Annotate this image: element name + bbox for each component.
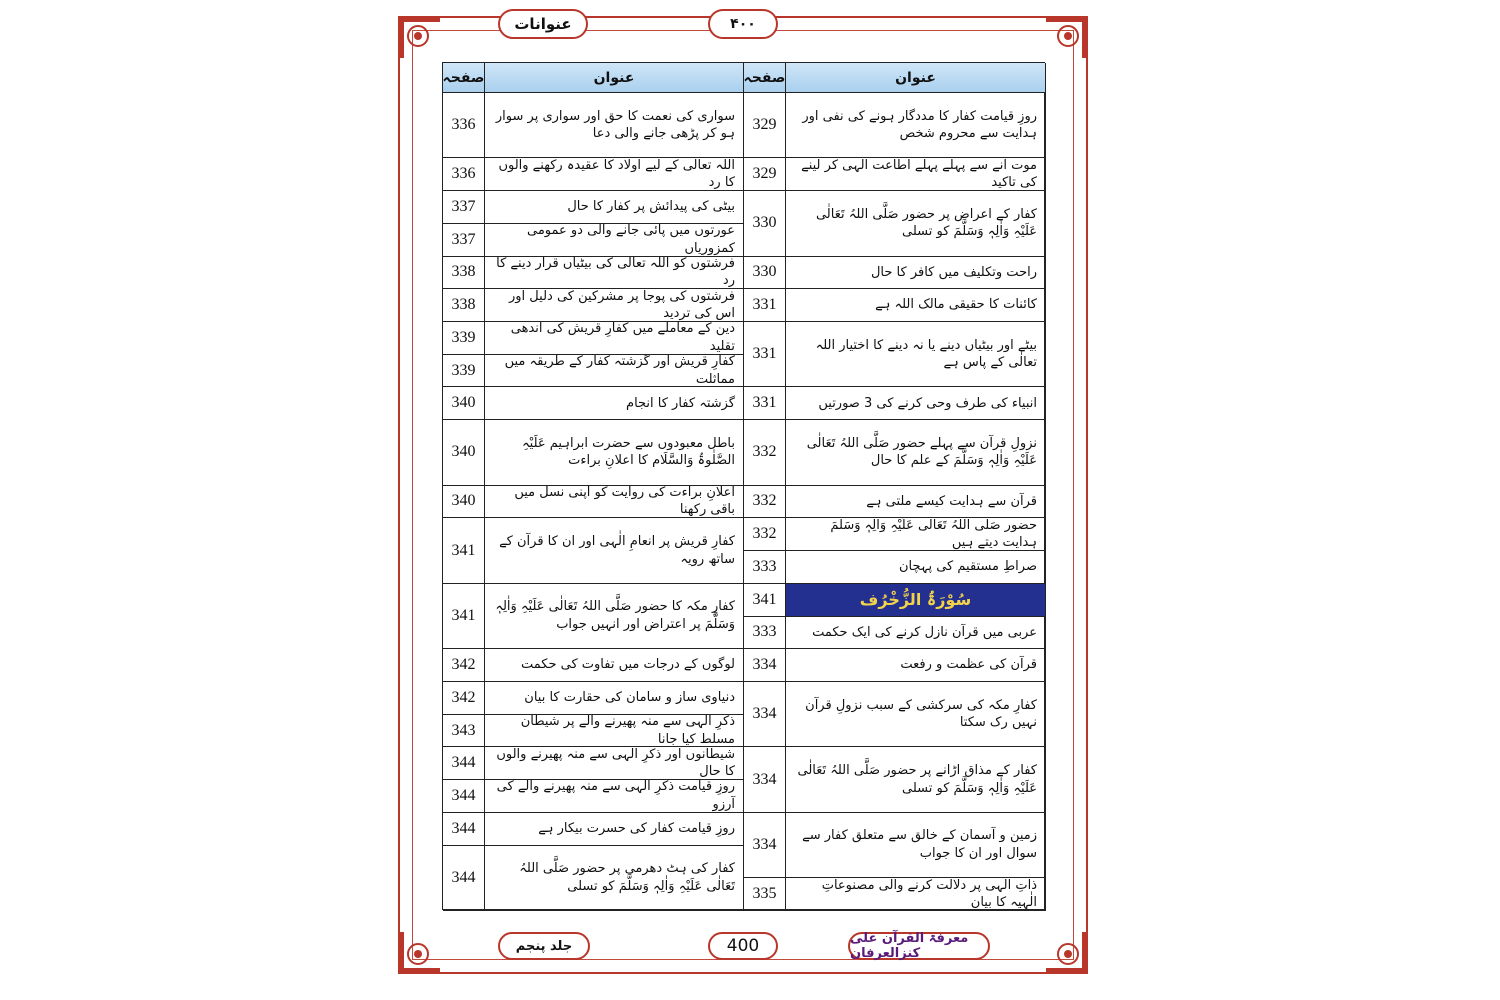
toc-entry-title[interactable]: دین کے معاملے میں کفارِ قریش کی اندھی تقلید xyxy=(485,322,744,355)
toc-entry-title[interactable]: فرشتوں کو اللہ تعالٰی کی بیٹیاں قرار دینے کا رد xyxy=(485,257,744,290)
toc-entry-page[interactable]: 334 xyxy=(744,649,786,682)
toc-entry-title[interactable]: اللہ تعالٰی کے لیے اولاد کا عقیدہ رکھنے والوں کا رد xyxy=(485,158,744,191)
column-header-title: عنوان xyxy=(786,63,1046,93)
toc-entry-page[interactable]: 331 xyxy=(744,322,786,387)
toc-entry-title[interactable]: ذکرِ الٰہی سے منہ پھیرنے والے پر شیطان مسلط کیا جانا xyxy=(485,715,744,748)
section-title: عنوانات xyxy=(498,9,588,39)
toc-entry-page[interactable]: 334 xyxy=(744,682,786,747)
toc-entry-page[interactable]: 334 xyxy=(744,813,786,878)
toc-entry-page[interactable]: 340 xyxy=(443,420,485,485)
toc-entry-page[interactable]: 341 xyxy=(443,584,485,649)
volume-label: جلد پنجم xyxy=(498,932,590,960)
toc-entry-page[interactable]: 333 xyxy=(744,551,786,584)
toc-entry-title[interactable]: سواری کی نعمت کا حق اور سواری پر سوار ہو کر پڑھی جانے والی دعا xyxy=(485,93,744,158)
toc-entry-title[interactable]: فرشتوں کی پوجا پر مشرکین کی دلیل اور اس کی تردید xyxy=(485,289,744,322)
toc-entry-page[interactable]: 344 xyxy=(443,747,485,780)
toc-entry-page[interactable]: 329 xyxy=(744,93,786,158)
corner-ornament-icon xyxy=(1044,14,1090,60)
toc-entry-title[interactable]: نزولِ قرآن سے پہلے حضور صَلَّی اللہُ تَعَالٰی عَلَیْہِ وَاٰلِہٖ وَسَلَّمَ کے علم کا حال xyxy=(786,420,1046,485)
toc-entry-page[interactable]: 331 xyxy=(744,387,786,420)
toc-entry-page: 341 xyxy=(744,584,786,617)
toc-entry-page[interactable]: 337 xyxy=(443,224,485,257)
toc-entry-page[interactable]: 339 xyxy=(443,355,485,388)
toc-entry-page[interactable]: 330 xyxy=(744,257,786,290)
toc-entry-title[interactable]: دنیاوی ساز و سامان کی حقارت کا بیان xyxy=(485,682,744,715)
toc-entry-page[interactable]: 331 xyxy=(744,289,786,322)
toc-entry-page[interactable]: 334 xyxy=(744,747,786,812)
column-header-page: صفحہ xyxy=(443,63,485,93)
page-number-top: ۴۰۰ xyxy=(708,9,778,39)
toc-entry-page[interactable]: 343 xyxy=(443,715,485,748)
column-header-title: عنوان xyxy=(485,63,744,93)
toc-entry-title[interactable]: روزِ قیامت کفار کی حسرت بیکار ہے xyxy=(485,813,744,846)
toc-entry-page[interactable]: 338 xyxy=(443,289,485,322)
toc-entry-title[interactable]: اعلانِ براءت کی روایت کو اپنی نسل میں باقی رکھنا xyxy=(485,486,744,519)
corner-ornament-icon xyxy=(396,14,442,60)
toc-entry-page[interactable]: 340 xyxy=(443,387,485,420)
toc-entry-page[interactable]: 332 xyxy=(744,486,786,519)
toc-entry-page[interactable]: 336 xyxy=(443,93,485,158)
toc-entry-page[interactable]: 344 xyxy=(443,780,485,813)
toc-entry-page[interactable]: 333 xyxy=(744,617,786,650)
toc-entry-title[interactable]: کفار کے اعراض پر حضور صَلَّی اللہُ تَعَالٰی عَلَیْہِ وَاٰلِہٖ وَسَلَّمَ کو تسلی xyxy=(786,191,1046,256)
toc-entry-title[interactable]: حضور صَلَّی اللہُ تَعَالٰی عَلَیْہِ وَاٰلِہٖ وَسَلَّمَ ہدایت دیتے ہیں xyxy=(786,518,1046,551)
toc-entry-title[interactable]: صراطِ مستقیم کی پہچان xyxy=(786,551,1046,584)
surah-heading[interactable]: سُوْرَۃُ الزُّخْرُف xyxy=(786,584,1046,617)
toc-entry-page[interactable]: 339 xyxy=(443,322,485,355)
toc-entry-title[interactable]: لوگوں کے درجات میں تفاوت کی حکمت xyxy=(485,649,744,682)
toc-entry-title[interactable]: عورتوں میں پائی جانے والی دو عمومی کمزوریاں xyxy=(485,224,744,257)
toc-entry-title[interactable]: عربی میں قرآن نازل کرنے کی ایک حکمت xyxy=(786,617,1046,650)
toc-entry-page[interactable]: 342 xyxy=(443,649,485,682)
toc-entry-page[interactable]: 344 xyxy=(443,846,485,911)
toc-entry-title[interactable]: انبیاء کی طرف وحی کرنے کی 3 صورتیں xyxy=(786,387,1046,420)
toc-entry-title[interactable]: کفارِ مکہ کی سرکشی کے سبب نزولِ قرآن نہیں رک سکتا xyxy=(786,682,1046,747)
toc-entry-page[interactable]: 335 xyxy=(744,878,786,911)
toc-entry-page[interactable]: 341 xyxy=(443,518,485,583)
column-header-page: صفحہ xyxy=(744,63,786,93)
toc-entry-title[interactable]: موت آنے سے پہلے پہلے اطاعت الٰہی کر لینے کی تاکید xyxy=(786,158,1046,191)
toc-entry-page[interactable]: 332 xyxy=(744,518,786,551)
toc-entry-page[interactable]: 330 xyxy=(744,191,786,256)
toc-entry-title[interactable]: کائنات کا حقیقی مالک اللہ ہے xyxy=(786,289,1046,322)
toc-entry-page[interactable]: 336 xyxy=(443,158,485,191)
toc-entry-title[interactable]: قرآن کی عظمت و رفعت xyxy=(786,649,1046,682)
toc-entry-title[interactable]: گزشتہ کفار کا انجام xyxy=(485,387,744,420)
book-title: معرفۃ القرآن علی کنزالعرفان xyxy=(848,932,990,960)
toc-entry-title[interactable]: کفار کے مذاق اڑانے پر حضور صَلَّی اللہُ تَعَالٰی عَلَیْہِ وَاٰلِہٖ وَسَلَّمَ کو تسلی xyxy=(786,747,1046,812)
corner-ornament-icon xyxy=(1044,930,1090,976)
toc-entry-title[interactable]: کفارِ قریش اور گزشتہ کفار کے طریقہ میں مماثلت xyxy=(485,355,744,388)
toc-entry-title[interactable]: شیطانوں اور ذکرِ الٰہی سے منہ پھیرنے والوں کا حال xyxy=(485,747,744,780)
toc-entry-page[interactable]: 337 xyxy=(443,191,485,224)
toc-entry-title[interactable]: بیٹی کی پیدائش پر کفار کا حال xyxy=(485,191,744,224)
toc-entry-page[interactable]: 329 xyxy=(744,158,786,191)
toc-entry-title[interactable]: روزِ قیامت کفار کا مددگار ہونے کی نفی اور ہدایت سے محروم شخص xyxy=(786,93,1046,158)
toc-entry-page[interactable]: 340 xyxy=(443,486,485,519)
toc-entry-page[interactable]: 342 xyxy=(443,682,485,715)
toc-entry-title[interactable]: ذاتِ الٰہی پر دلالت کرنے والی مصنوعاتِ الٰہیہ کا بیان xyxy=(786,878,1046,911)
toc-entry-page[interactable]: 338 xyxy=(443,257,485,290)
toc-entry-title[interactable]: کفارِ مکہ کا حضور صَلَّی اللہُ تَعَالٰی عَلَیْہِ وَاٰلِہٖ وَسَلَّمَ پر اعتراض اور انہیں جواب xyxy=(485,584,744,649)
toc-entry-title[interactable]: روزِ قیامت ذکرِ الٰہی سے منہ پھیرنے والے کی آرزو xyxy=(485,780,744,813)
toc-table xyxy=(442,62,1045,910)
toc-entry-title[interactable]: کفارِ قریش پر انعامِ الٰہی اور ان کا قرآن کے ساتھ رویہ xyxy=(485,518,744,583)
toc-entry-title[interactable]: راحت وتکلیف میں کافر کا حال xyxy=(786,257,1046,290)
toc-entry-page[interactable]: 332 xyxy=(744,420,786,485)
toc-entry-title[interactable]: زمین و آسمان کے خالق سے متعلق کفار سے سوال اور ان کا جواب xyxy=(786,813,1046,878)
toc-entry-title[interactable]: قرآن سے ہدایت کیسے ملتی ہے xyxy=(786,486,1046,519)
toc-entry-title[interactable]: باطل معبودوں سے حضرت ابراہیم عَلَیْہِ الصَّلٰوۃُ وَالسَّلَام کا اعلانِ براءت xyxy=(485,420,744,485)
corner-ornament-icon xyxy=(396,930,442,976)
page-number-bottom: 400 xyxy=(708,932,778,960)
toc-entry-page[interactable]: 344 xyxy=(443,813,485,846)
toc-entry-title[interactable]: بیٹے اور بیٹیاں دینے یا نہ دینے کا اختیار اللہ تعالٰی کے پاس ہے xyxy=(786,322,1046,387)
toc-entry-title[interactable]: کفار کی ہٹ دھرمی پر حضور صَلَّی اللہُ تَعَالٰی عَلَیْہِ وَاٰلِہٖ وَسَلَّمَ کو تسلی xyxy=(485,846,744,911)
